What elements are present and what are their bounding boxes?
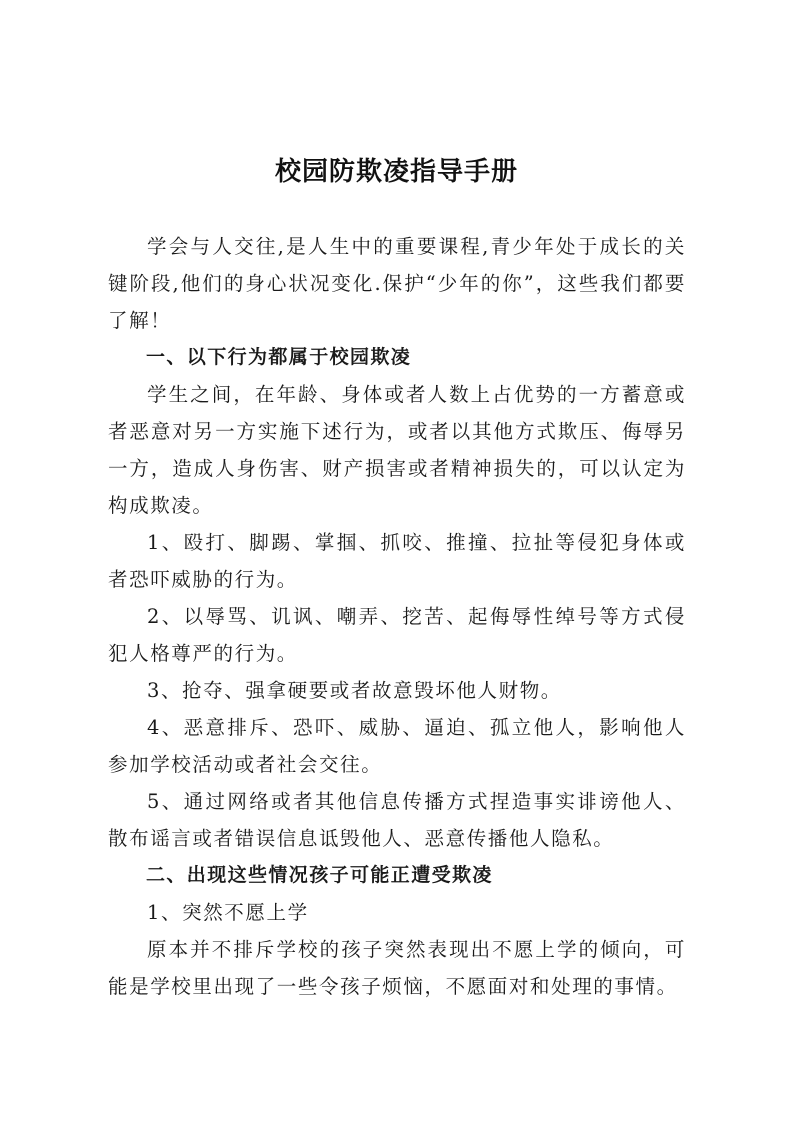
list-item-2: 2、以辱骂、讥讽、嘲弄、挖苦、起侮辱性绰号等方式侵犯人格尊严的行为。: [108, 605, 686, 665]
intro-paragraph: 学会与人交往,是人生中的重要课程,青少年处于成长的关键阶段,他们的身心状况变化.保护“少年的你”，这些我们都要了解！: [108, 235, 686, 332]
document-title: 校园防欺凌指导手册: [274, 157, 518, 187]
section-heading-1: 一、以下行为都属于校园欺凌: [146, 346, 412, 368]
list-item-5: 5、通过网络或者其他信息传播方式捏造事实诽谤他人、散布谣言或者错误信息诋毁他人、恶意传播他人隐私。: [108, 790, 686, 850]
subheading-1-paragraph: 原本并不排斥学校的孩子突然表现出不愿上学的倾向，可能是学校里出现了一些令孩子烦恼，不愿面对和处理的事情。: [108, 938, 686, 998]
subheading-1: 1、突然不愿上学: [147, 901, 309, 924]
bullying-definition-paragraph: 学生之间，在年龄、身体或者人数上占优势的一方蓄意或者恶意对另一方实施下述行为，或者以其他方式欺压、侮辱另一方，造成人身伤害、财产损害或者精神损失的，可以认定为构成欺凌。: [108, 383, 686, 517]
list-item-1: 1、殴打、脚踢、掌掴、抓咬、推撞、拉扯等侵犯身体或者恐吓威胁的行为。: [108, 531, 686, 591]
list-item-4: 4、恶意排斥、恐吓、威胁、逼迫、孤立他人，影响他人参加学校活动或者社会交往。: [108, 716, 686, 776]
document-body: [108, 228, 686, 1005]
list-item-3: 3、抢夺、强拿硬要或者故意毁坏他人财物。: [147, 679, 562, 702]
section-heading-2: 二、出现这些情况孩子可能正遭受欺凌: [146, 864, 493, 886]
